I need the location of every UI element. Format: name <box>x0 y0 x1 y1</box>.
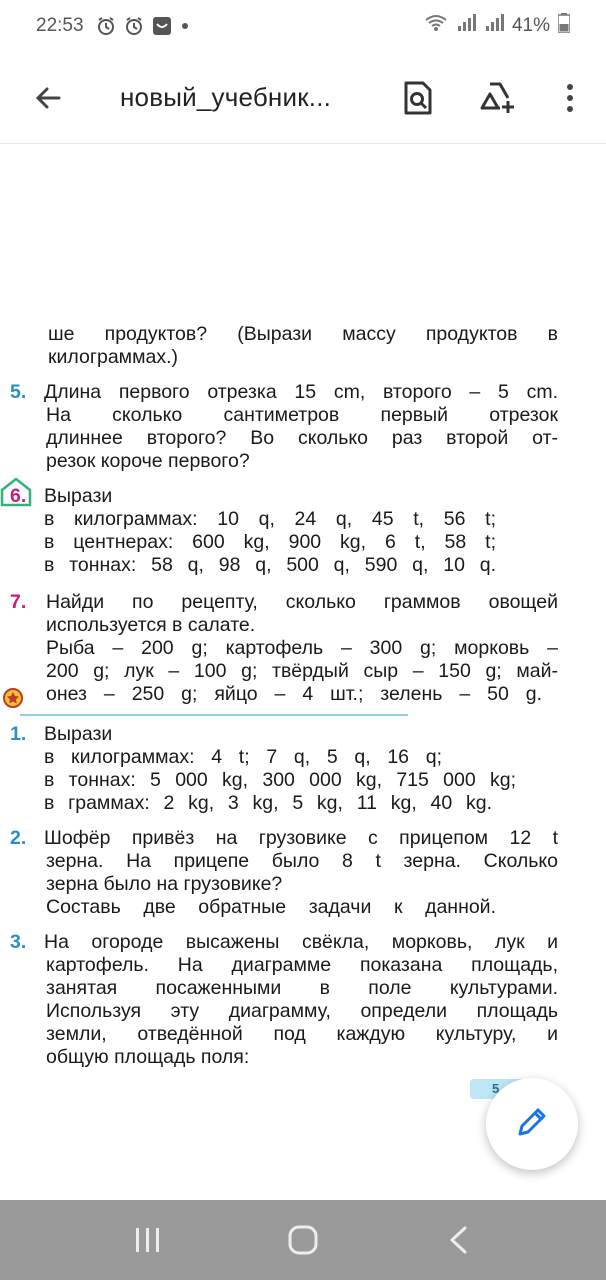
alarm-icon <box>96 16 116 36</box>
edit-fab-button[interactable] <box>486 1078 578 1170</box>
recent-apps-icon[interactable] <box>123 1215 173 1265</box>
wifi-icon <box>424 13 448 39</box>
alarm-icon <box>124 16 144 36</box>
text-line: онез – 250 g; яйцо – 4 шт.; зелень – 50 g. <box>46 683 542 705</box>
text-line: зерна. На прицепе было 8 t зерна. Сколько <box>46 850 558 872</box>
status-bar <box>0 0 606 52</box>
text-line: Найди по рецепту, сколько граммов овощей <box>46 591 558 613</box>
more-vert-icon[interactable] <box>546 74 594 122</box>
arrow-back-icon[interactable] <box>24 74 72 122</box>
battery-icon <box>558 13 570 39</box>
text-line: Длина первого отрезка 15 cm, второго – 5 cm. <box>44 381 558 403</box>
text-line: длиннее второго? Во сколько раз второй от- <box>46 427 558 449</box>
text-line: На сколько сантиметров первый отрезок <box>46 404 558 426</box>
status-right <box>424 13 570 39</box>
task-number: 1. <box>10 723 27 745</box>
status-time: 22:53 <box>36 15 84 36</box>
system-nav-bar <box>0 1200 606 1280</box>
task-number: 7. <box>10 591 27 613</box>
search-document-icon[interactable] <box>394 74 442 122</box>
text-line: Вырази <box>44 485 113 507</box>
dot-icon <box>180 21 190 31</box>
text-line: в тоннах: 5 000 kg, 300 000 kg, 715 000 kg; <box>44 769 516 791</box>
section-divider <box>20 714 408 716</box>
text-line: общую площадь поля: <box>46 1046 250 1068</box>
battery-percent: 41% <box>511 15 550 36</box>
text-line: используется в салате. <box>46 614 256 636</box>
text-line: в тоннах: 58 q, 98 q, 500 q, 590 q, 10 q. <box>44 554 496 576</box>
text-line: в граммах: 2 kg, 3 kg, 5 kg, 11 kg, 40 kg. <box>44 792 492 814</box>
text-line: Используя эту диаграмму, определи площадь <box>46 1000 558 1022</box>
text-line: Рыба – 200 g; картофель – 300 g; морковь – <box>46 637 558 659</box>
home-icon[interactable] <box>278 1215 328 1265</box>
text-line: в килограммах: 10 q, 24 q, 45 t, 56 t; <box>44 508 496 530</box>
text-line: зерна было на грузовике? <box>46 873 283 895</box>
text-line: в килограммах: 4 t; 7 q, 5 q, 16 q; <box>44 746 442 768</box>
home-task-icon <box>0 477 36 507</box>
text-line: в центнерах: 600 kg, 900 kg, 6 t, 58 t; <box>44 531 496 553</box>
page-number: 5 <box>492 1081 500 1096</box>
text-line: картофель. На диаграмме показана площадь, <box>46 954 558 976</box>
text-line: ше продуктов? (Вырази массу продуктов в <box>48 323 558 345</box>
task-number: 3. <box>10 931 27 953</box>
text-line: занятая посаженными в поле культурами. <box>46 977 558 999</box>
app-bar <box>0 52 606 144</box>
task-number: 6. <box>10 485 27 507</box>
document-title: новый_учебник... <box>120 82 332 112</box>
document-page[interactable] <box>0 145 606 1200</box>
pencil-edit-icon <box>514 1104 550 1145</box>
back-icon[interactable] <box>433 1215 483 1265</box>
signal-icon <box>456 13 476 39</box>
task-number: 5. <box>10 381 27 403</box>
text-line: 200 g; лук – 100 g; твёрдый сыр – 150 g; май- <box>46 660 558 682</box>
text-line: На огороде высажены свёкла, морковь, лук и <box>44 931 558 953</box>
add-to-drive-icon[interactable] <box>474 74 522 122</box>
task-number: 2. <box>10 827 27 849</box>
medal-icon <box>2 684 24 710</box>
signal-icon <box>484 13 504 39</box>
text-line: килограммах.) <box>48 346 178 368</box>
text-line: Вырази <box>44 723 113 745</box>
text-line: Шофёр привёз на грузовике с прицепом 12 t <box>44 827 558 849</box>
text-line: Составь две обратные задачи к данной. <box>46 896 496 918</box>
app-notification-icon <box>152 16 172 36</box>
text-line: резок короче первого? <box>46 450 250 472</box>
text-line: земли, отведённой под каждую культуру, и <box>46 1023 558 1045</box>
